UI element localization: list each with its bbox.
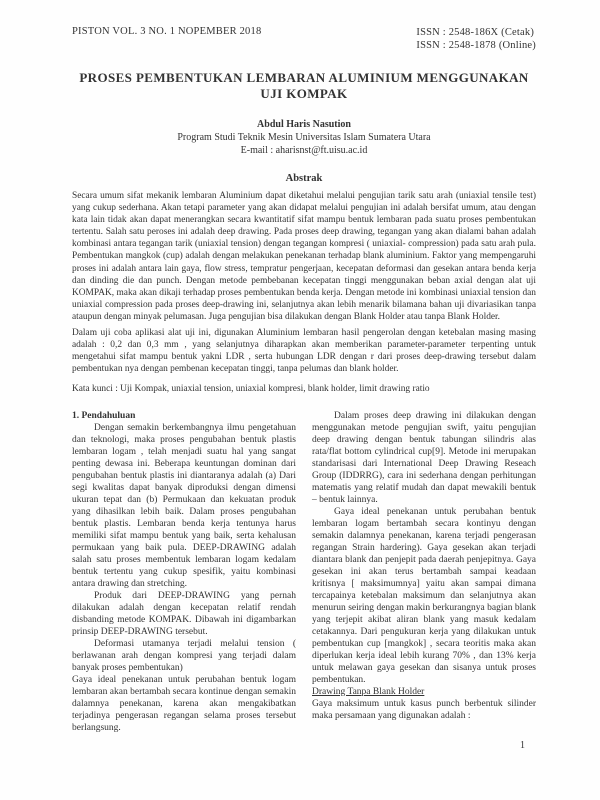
issn-online: ISSN : 2548-1878 (Online) [416,40,536,51]
abstract-paragraph-1: Secara umum sifat mekanik lembaran Aluminium dapat diketahui melalui pengujian tarik satu arah (uniaxial tensile test) yang cukup sederhana. Akan tetapi parameter yang akan didapat melalui pengujian ini adalah bersifat umum, atau dengan kata lain tidak akan dapat menerangkan secara kwantitatif sifat mampu bentuk lembaran pada suatu proses pembentukan tertentu. Salah satu peroses ini adalah deep drawing. Pada proses deep drawing, tegangan yang akan dialami bahan adalah kombinasi antara tegangan tarik (uniaxial tension) dengan tegangan kompresi ( uniaxial- compression) pada satu arah pula. Pembentukan mangkok (cup) adalah dengan melakukan penekanan terhadap blank aluminium. Faktor yang mempengaruhi proses ini adalah antara lain gaya, flow stress, tempratur pengerjaan, kecepatan deformasi dan gesekan antara benda kerja dan dinding die dan punch. Dengan metode pembebanan kecepatan tinggi menggunakan beban axial dengan alat uji KOMPAK, maka akan dikaji terhadap proses pembentukan benda kerja. Dengan metode ini kombinasi uniaxial tension dan uniaxial compression pada proses deep-drawing ini, selanjutnya akan lebih menarik bilamana bahan uji divariasikan tanpa ataupun dengan minyak pelumasan. Juga pengujian bisa dilakukan dengan Blank Holder atau tanpa Blank Holder. [72,191,536,322]
author-affiliation: Program Studi Teknik Mesin Universitas Islam Sumatera Utara [177,132,431,143]
author-block [72,118,536,157]
page-content [72,26,536,734]
left-paragraph-2: Produk dari DEEP-DRAWING yang pernah dilakukan adalah dengan kecepatan relatif rendah disbanding metode KOMPAK. Dibawah ini digambarkan prinsip DEEP-DRAWING tersebut. [72,590,296,637]
abstract-paragraph-2: Dalam uji coba aplikasi alat uji ini, digunakan Aluminium lembaran hasil pengerolan dengan ketebalan masing masing adalah : 0,2 dan 0,3 mm , yang selanjutnya diharapkan akan memberikan parameter-parameter terpenting untuk mengetahui sifat mampu bentuk yakni LDR , serta hubungan LDR dengan r dari proses deep-drawing tersebut dalam pembentukan nya dengan pembenan kecepatan tinggi, tanpa pelumas dan blank holder. [72,328,536,375]
author-email: E-mail : aharisnst@ft.uisu.ac.id [240,145,368,156]
right-paragraph-2: Gaya ideal penekanan untuk perubahan bentuk lembaran logam bertambah secara kontinyu dengan semakin dalamnya penekanan, karena terjadi pengerasan regangan Strain hardering). Gaya gesekan akan terjadi diantara blank dan penjepit pada daerah penjepitnya. Gaya gesekan ini akan terus bertambah sampai keadaan kritisnya [ maksimumnya] yaitu akan sampai dimana tercapainya ketebalan maksimum dan selanjutnya akan menurun seiring dengan makin berkurangnya bagian blank yang terjepit akibat aliran blank yang masuk kedalam cetakannya. Dari pengukuran kerja yang dilakukan untuk pembentukan cup [mangkok] , secara teoritis maka akan diperlukan kerja ideal lebih kurang 70% , dan 13% kerja untuk melawan gaya gesekan dan sisanya untuk proses pembentukan. [312,506,536,685]
subsection-heading-drawing-tanpa-blank-holder: Drawing Tanpa Blank Holder [312,686,425,697]
right-paragraph-3: Gaya maksimum untuk kasus punch berbentuk silinder maka persamaan yang digunakan adalah : [312,698,536,721]
journal-header [72,26,536,52]
abstract-text [72,190,536,396]
issn-print: ISSN : 2548-186X (Cetak) [416,27,535,38]
left-paragraph-3: Deformasi utamanya terjadi melalui tension ( berlawanan arah dengan kompresi yang terjadi dalam banyak proses pembentukan) [72,638,296,673]
journal-volume-line: PISTON VOL. 3 NO. 1 NOPEMBER 2018 [72,26,262,37]
section-heading-pendahuluan: 1. Pendahuluan [72,410,136,421]
left-column [72,410,296,734]
left-paragraph-4: Gaya ideal penekanan untuk perubahan bentuk logam lembaran akan bertambah secara kontinue dengan semakin dalamnya penekanan, karena akan mengakibatkan terjadinya pengerasan regangan selama proses tersebut berlangsung. [72,674,296,733]
page-number: 1 [520,740,525,751]
two-column-body [72,410,536,734]
right-paragraph-1: Dalam proses deep drawing ini dilakukan dengan menggunakan metode pengujian swift, yaitu pengujian deep drawing dengan bentuk tabungan silindris alas rata/flat bottom cylindrical cup[9]. Metode ini merupakan standarisasi dari International Deep Drawing Reseach Group (IDDRRG), cara ini sederhana dengan perhitungan matematis yang relatif mudah dan dapat mewakili bentuk – bentuk lainnya. [312,410,536,505]
keywords-line: Kata kunci : Uji Kompak, uniaxial tension, uniaxial kompresi, blank holder, limit drawing ratio [72,384,430,395]
author-name: Abdul Haris Nasution [257,119,351,130]
issn-block [416,26,536,52]
left-paragraph-1: Dengan semakin berkembangnya ilmu pengetahuan dan teknologi, maka proses pengubahan bentuk plastis lembaran logam , telah menjadi suatu hal yang sangat penting dewasa ini. Beberapa keuntungan dominan dari pengubahan bentuk plastis ini diantaranya adalah (a) Dari segi kwalitas dapat banyak diproduksi dengan dimensi ukuran tepat dan (b) Permukaan dan kekuatan produk yang dihasilkan lebih baik. Dalam proses pengubahan bentuk plastis. Lembaran benda kerja tentunya harus memiliki sifat mampu bentuk yang baik, serta kehalusan permukaan yang baik pula. DEEP-DRAWING adalah salah satu proses membentuk lembaran logam kedalam bentuk tertentu yang cukup spesifik, yaitu kombinasi antara drawing dan stretching. [72,422,296,589]
right-column [312,410,536,734]
paper-title: PROSES PEMBENTUKAN LEMBARAN ALUMINIUM MENGGUNAKAN UJI KOMPAK [79,70,529,101]
abstract-heading: Abstrak [285,173,323,184]
